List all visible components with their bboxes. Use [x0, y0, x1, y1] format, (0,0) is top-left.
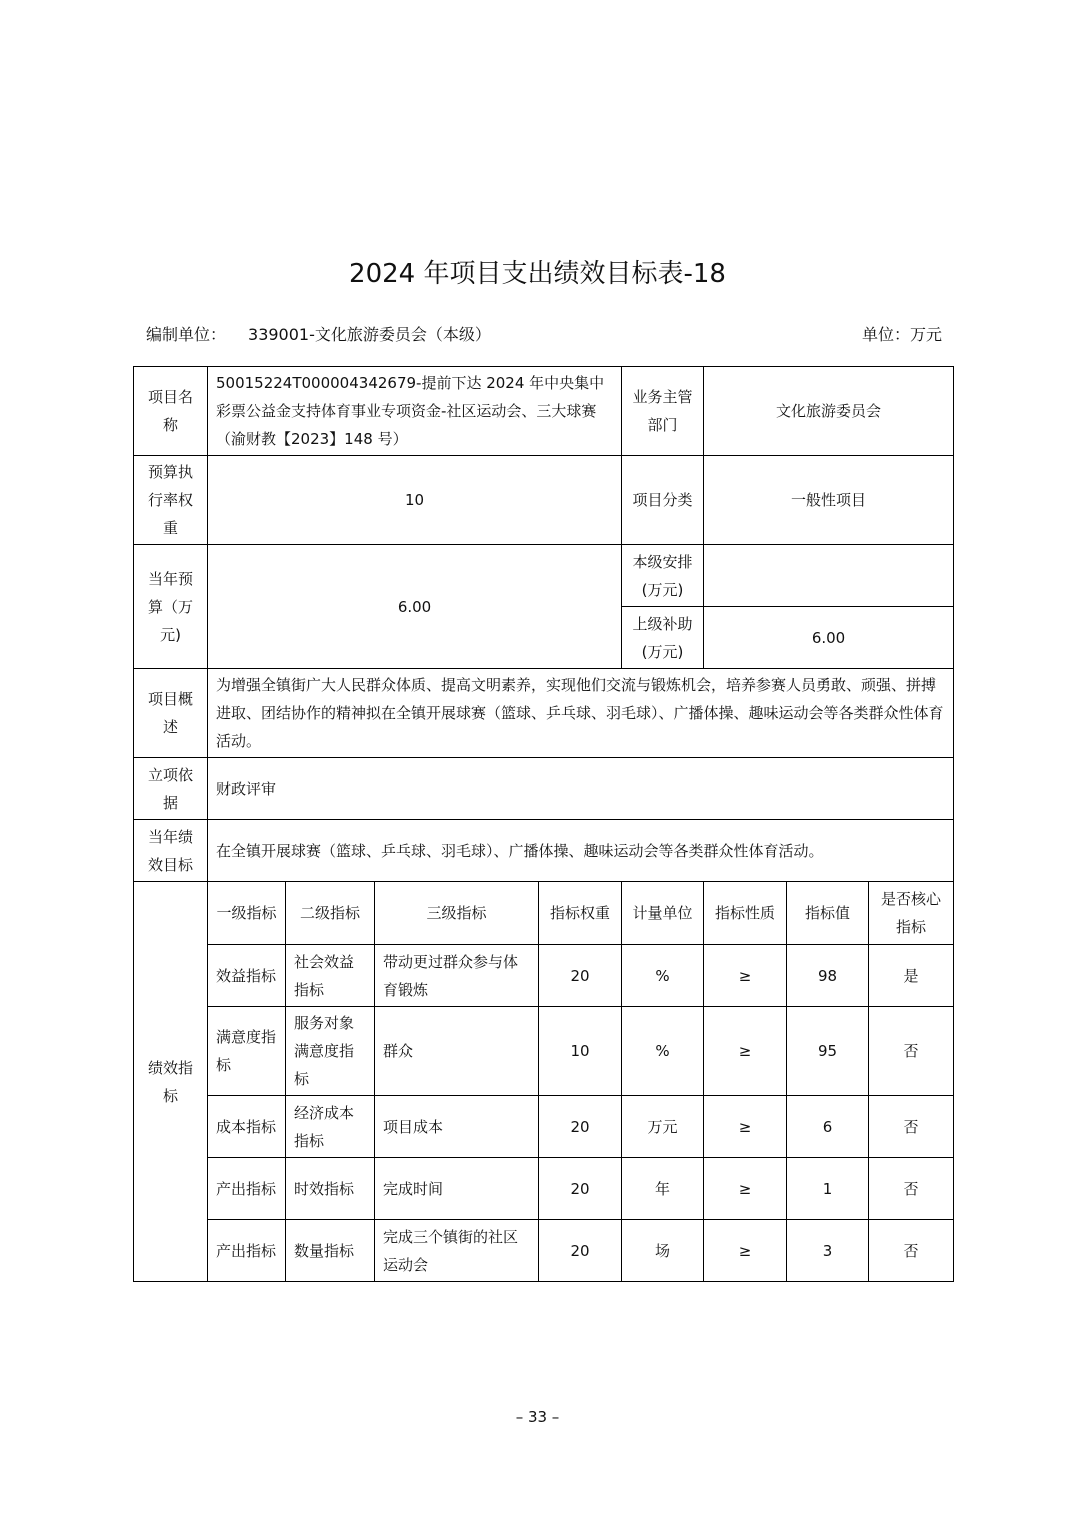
- value-cell: 95: [787, 1007, 869, 1096]
- exec-weight-value: 10: [208, 456, 622, 545]
- upper-label: 上级补助(万元): [622, 607, 704, 669]
- header-value: 指标值: [787, 882, 869, 945]
- weight-cell: 20: [539, 1158, 622, 1220]
- unit-cell: 场: [622, 1220, 704, 1282]
- value-cell: 1: [787, 1158, 869, 1220]
- level3-cell: 带动更过群众参与体育锻炼: [375, 945, 539, 1007]
- nature-cell: ≥: [704, 1096, 787, 1158]
- weight-cell: 20: [539, 945, 622, 1007]
- header-unit: 计量单位: [622, 882, 704, 945]
- compiling-unit-label: 编制单位：: [146, 325, 227, 344]
- level3-cell: 完成时间: [375, 1158, 539, 1220]
- basis-label: 立项依据: [134, 758, 208, 820]
- local-label: 本级安排(万元): [622, 545, 704, 607]
- perf-label: 绩效指标: [134, 882, 208, 1282]
- overview-value: 为增强全镇街广大人民群众体质、提高文明素养，实现他们交流与锻炼机会，培养参赛人员勇敢、顽强、拼搏进取、团结协作的精神拟在全镇开展球赛（篮球、乒乓球、羽毛球）、广播体操、趣味运动会等各类群众性体育活动。: [208, 669, 954, 758]
- page-number: – 33 –: [515, 1408, 560, 1426]
- core-cell: 否: [869, 1096, 954, 1158]
- exec-weight-label: 预算执行率权重: [134, 456, 208, 545]
- core-cell: 否: [869, 1220, 954, 1282]
- compiling-unit: [146, 324, 491, 346]
- value-cell: 6: [787, 1096, 869, 1158]
- unit-cell: %: [622, 1007, 704, 1096]
- project-name-value: 50015224T000004342679-提前下达 2024 年中央集中彩票公益金支持体育事业专项资金-社区运动会、三大球赛（渝财教【2023】148 号）: [208, 367, 622, 456]
- table-row: [134, 945, 954, 1007]
- performance-table: [133, 366, 954, 1282]
- header-weight: 指标权重: [539, 882, 622, 945]
- overview-label: 项目概述: [134, 669, 208, 758]
- upper-value: 6.00: [704, 607, 954, 669]
- header-nature: 指标性质: [704, 882, 787, 945]
- level1-cell: 产出指标: [208, 1158, 286, 1220]
- header-level1: 一级指标: [208, 882, 286, 945]
- unit-cell: %: [622, 945, 704, 1007]
- core-cell: 否: [869, 1007, 954, 1096]
- currency-unit: 单位：万元: [861, 325, 942, 344]
- basis-value: 财政评审: [208, 758, 954, 820]
- level3-cell: 项目成本: [375, 1096, 539, 1158]
- core-cell: 否: [869, 1158, 954, 1220]
- nature-cell: ≥: [704, 945, 787, 1007]
- header-core: 是否核心指标: [869, 882, 954, 945]
- unit-cell: 万元: [622, 1096, 704, 1158]
- level2-cell: 数量指标: [286, 1220, 375, 1282]
- dept-value: 文化旅游委员会: [704, 367, 954, 456]
- value-cell: 98: [787, 945, 869, 1007]
- budget-value: 6.00: [208, 545, 622, 669]
- project-name-label: 项目名称: [134, 367, 208, 456]
- core-cell: 是: [869, 945, 954, 1007]
- nature-cell: ≥: [704, 1220, 787, 1282]
- level1-cell: 产出指标: [208, 1220, 286, 1282]
- header-level2: 二级指标: [286, 882, 375, 945]
- level1-cell: 满意度指标: [208, 1007, 286, 1096]
- category-value: 一般性项目: [704, 456, 954, 545]
- nature-cell: ≥: [704, 1158, 787, 1220]
- budget-label: 当年预算（万元): [134, 545, 208, 669]
- level1-cell: 成本指标: [208, 1096, 286, 1158]
- value-cell: 3: [787, 1220, 869, 1282]
- goal-value: 在全镇开展球赛（篮球、乒乓球、羽毛球）、广播体操、趣味运动会等各类群众性体育活动。: [208, 820, 954, 882]
- page-title: 2024 年项目支出绩效目标表-18: [349, 259, 726, 289]
- table-row: [134, 1220, 954, 1282]
- header-level3: 三级指标: [375, 882, 539, 945]
- dept-label: 业务主管部门: [622, 367, 704, 456]
- local-value: [704, 545, 954, 607]
- table-row: [134, 1007, 954, 1096]
- level2-cell: 经济成本指标: [286, 1096, 375, 1158]
- level2-cell: 时效指标: [286, 1158, 375, 1220]
- weight-cell: 20: [539, 1096, 622, 1158]
- category-label: 项目分类: [622, 456, 704, 545]
- table-row: [134, 1158, 954, 1220]
- level3-cell: 完成三个镇街的社区运动会: [375, 1220, 539, 1282]
- weight-cell: 10: [539, 1007, 622, 1096]
- nature-cell: ≥: [704, 1007, 787, 1096]
- compiling-unit-value: 339001-文化旅游委员会（本级）: [248, 325, 491, 344]
- table-row: [134, 1096, 954, 1158]
- level2-cell: 社会效益指标: [286, 945, 375, 1007]
- level3-cell: 群众: [375, 1007, 539, 1096]
- weight-cell: 20: [539, 1220, 622, 1282]
- level1-cell: 效益指标: [208, 945, 286, 1007]
- level2-cell: 服务对象满意度指标: [286, 1007, 375, 1096]
- goal-label: 当年绩效目标: [134, 820, 208, 882]
- unit-cell: 年: [622, 1158, 704, 1220]
